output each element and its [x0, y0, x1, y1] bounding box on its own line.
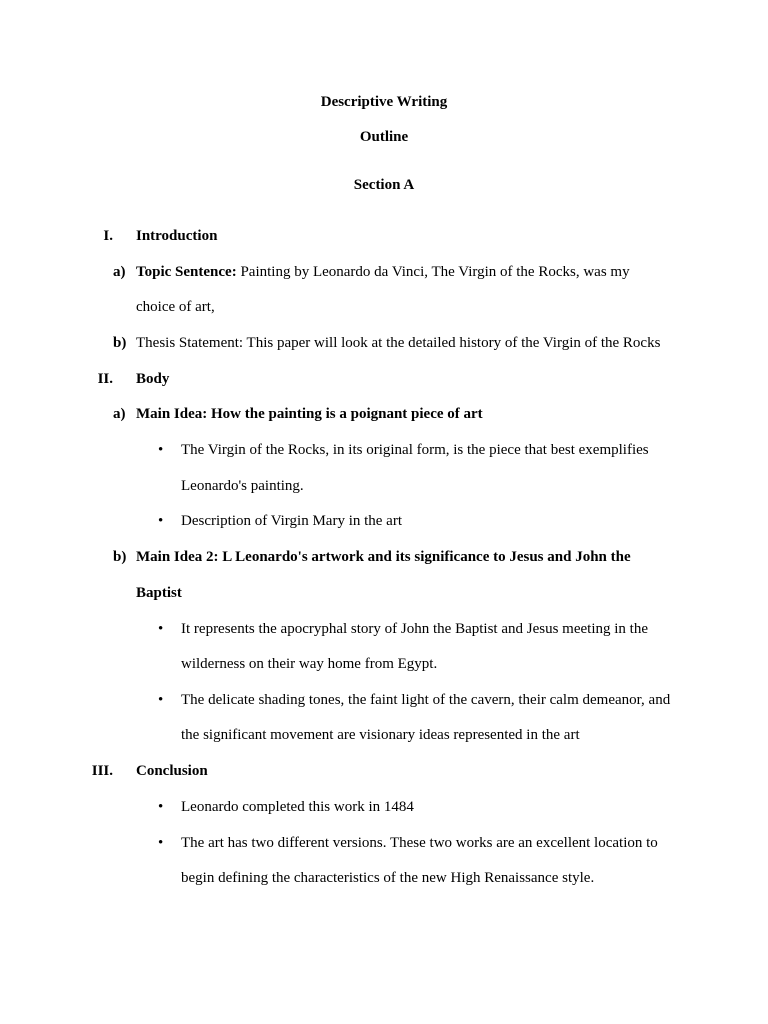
- document-title: Descriptive Writing: [320, 94, 448, 110]
- conclusion-bullet-2: The art has two different versions. These two works are an excellent location to: [181, 835, 658, 851]
- topic-sentence-cont: choice of art,: [136, 299, 215, 315]
- section-heading: Section A: [353, 177, 415, 193]
- body-bullet-3: It represents the apocryphal story of John the Baptist and Jesus meeting in the: [181, 621, 648, 637]
- main-idea-2: Main Idea 2: L Leonardo's artwork and its significance to Jesus and John the: [136, 549, 631, 565]
- body-bullet-4: The delicate shading tones, the faint light of the cavern, their calm demeanor, and: [181, 692, 671, 708]
- intro-a-marker: a): [113, 264, 126, 280]
- body-bullet-3-cont: wilderness on their way home from Egypt.: [181, 656, 438, 672]
- intro-numeral: I.: [103, 228, 113, 244]
- topic-sentence-text: Painting by Leonardo da Vinci, The Virgin of the Rocks, was my: [236, 264, 630, 280]
- main-idea-2-cont: Baptist: [136, 585, 182, 601]
- conclusion-bullet-2-cont: begin defining the characteristics of the new High Renaissance style.: [181, 870, 595, 886]
- intro-b-marker: b): [113, 335, 127, 351]
- conclusion-bullet-1: Leonardo completed this work in 1484: [181, 799, 414, 815]
- body-heading: Body: [136, 371, 170, 387]
- body-bullet-2: Description of Virgin Mary in the art: [181, 513, 403, 529]
- body-bullet-1-cont: Leonardo's painting.: [181, 478, 304, 494]
- intro-heading: Introduction: [136, 228, 218, 244]
- document-subtitle: Outline: [359, 129, 409, 145]
- topic-sentence: [136, 263, 630, 281]
- bullet-glyph: •: [158, 835, 164, 851]
- topic-sentence-label: Topic Sentence:: [136, 264, 237, 280]
- body-b-marker: b): [113, 549, 127, 565]
- body-bullet-1: The Virgin of the Rocks, in its original form, is the piece that best exemplifies: [181, 442, 649, 458]
- body-bullet-4-cont: the significant movement are visionary ideas represented in the art: [181, 727, 580, 743]
- bullet-glyph: •: [158, 621, 164, 637]
- thesis-statement: Thesis Statement: This paper will look at the detailed history of the Virgin of the Rocks: [136, 335, 661, 351]
- bullet-glyph: •: [158, 513, 164, 529]
- bullet-glyph: •: [158, 799, 164, 815]
- bullet-glyph: •: [158, 442, 164, 458]
- body-numeral: II.: [97, 371, 113, 387]
- conclusion-numeral: III.: [91, 763, 113, 779]
- main-idea-1: Main Idea: How the painting is a poignant piece of art: [136, 406, 483, 422]
- body-a-marker: a): [113, 406, 126, 422]
- bullet-glyph: •: [158, 692, 164, 708]
- conclusion-heading: Conclusion: [136, 763, 208, 779]
